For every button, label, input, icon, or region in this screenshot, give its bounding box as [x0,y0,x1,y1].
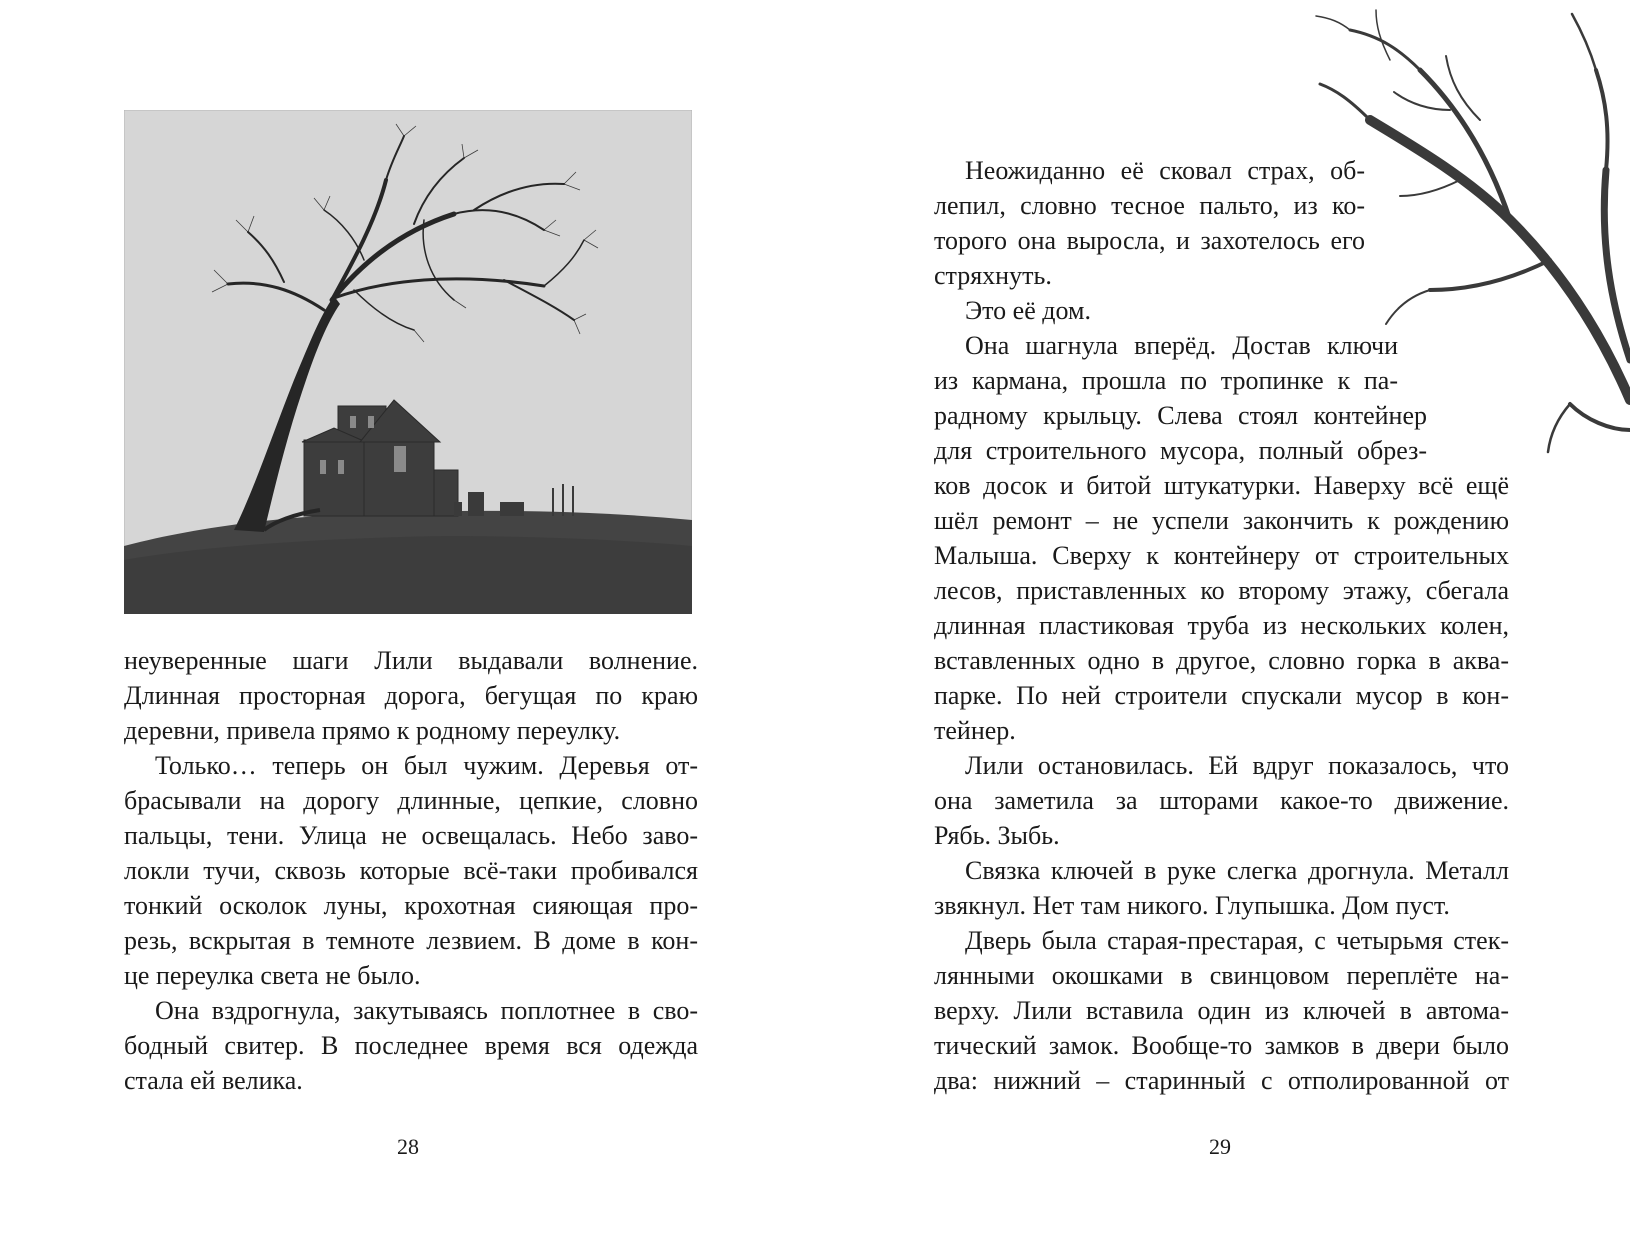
text-line: пальцы, тени. Улица не освещалась. Небо заво- [124,821,698,850]
text-line: тонкий осколок луны, крохотная сияющая про- [124,891,698,920]
text-line: тический замок. Вообще-то замков в двери было [934,1031,1509,1060]
text-line: Лили остановилась. Ей вдруг показалось, что [965,751,1509,780]
church-tree-illustration [124,110,692,614]
text-line: звякнул. Нет там никого. Глупышка. Дом пуст. [934,891,1450,920]
page-number: 28 [397,1134,419,1159]
text-line: Она вздрогнула, закутываясь поплотнее в сво- [155,996,698,1025]
tree-branch-decoration [1310,0,1630,460]
text-line: лянными окошками в свинцовом переплёте на- [934,961,1509,990]
text-line: ков досок и битой штукатурки. Наверху всё ещё [934,471,1509,500]
text-line: лесов, приставленных ко второму этажу, сбегала [934,576,1509,605]
text-line: це переулка света не было. [124,961,421,990]
text-line: Рябь. Зыбь. [934,821,1060,850]
text-line: Она шагнула вперёд. Достав ключи [965,331,1398,360]
text-line: парке. По ней строители спускали мусор в кон- [934,681,1509,710]
text-line: радному крыльцу. Слева стоял контейнер [934,401,1427,430]
text-line: вставленных одно в другое, словно горка в аква- [934,646,1509,675]
text-line: Неожиданно её сковал страх, об- [965,156,1365,185]
text-line: брасывали на дорогу длинные, цепкие, словно [124,786,698,815]
text-line: Только… теперь он был чужим. Деревья от- [155,751,698,780]
text-line: торого она выросла, и захотелось его [934,226,1365,255]
text-line: из кармана, прошла по тропинке к па- [934,366,1398,395]
text-line: лепил, словно тесное пальто, из ко- [934,191,1365,220]
left-page-text [124,643,698,1098]
text-line: тейнер. [934,716,1016,745]
text-line: Длинная просторная дорога, бегущая по краю [124,681,698,710]
text-line: Связка ключей в руке слегка дрогнула. Металл [965,856,1509,885]
text-line: бодный свитер. В последнее время вся одежда [124,1031,698,1060]
text-line: Это её дом. [965,296,1091,325]
text-line: два: нижний – старинный с отполированной от [934,1066,1509,1095]
text-line: деревни, привела прямо к родному переулку. [124,716,621,745]
text-line: Малыша. Сверху к контейнеру от строительных [934,541,1509,570]
text-line: длинная пластиковая труба из нескольких колен, [934,611,1509,640]
page-number: 29 [1209,1134,1231,1159]
text-line: для строительного мусора, полный обрез- [934,436,1427,465]
text-line: Дверь была старая-престарая, с четырьмя стек- [965,926,1509,955]
text-line: стряхнуть. [934,261,1052,290]
text-line: локли тучи, сквозь которые всё-таки пробивался [124,856,698,885]
text-line: стала ей велика. [124,1066,303,1095]
text-line: неуверенные шаги Лили выдавали волнение. [124,646,698,675]
text-line: шёл ремонт – не успели закончить к рождению [934,506,1509,535]
text-line: резь, вскрытая в темноте лезвием. В доме в кон- [124,926,698,955]
text-line: верху. Лили вставила один из ключей в автома- [934,996,1509,1025]
text-line: она заметила за шторами какое-то движение. [934,786,1509,815]
